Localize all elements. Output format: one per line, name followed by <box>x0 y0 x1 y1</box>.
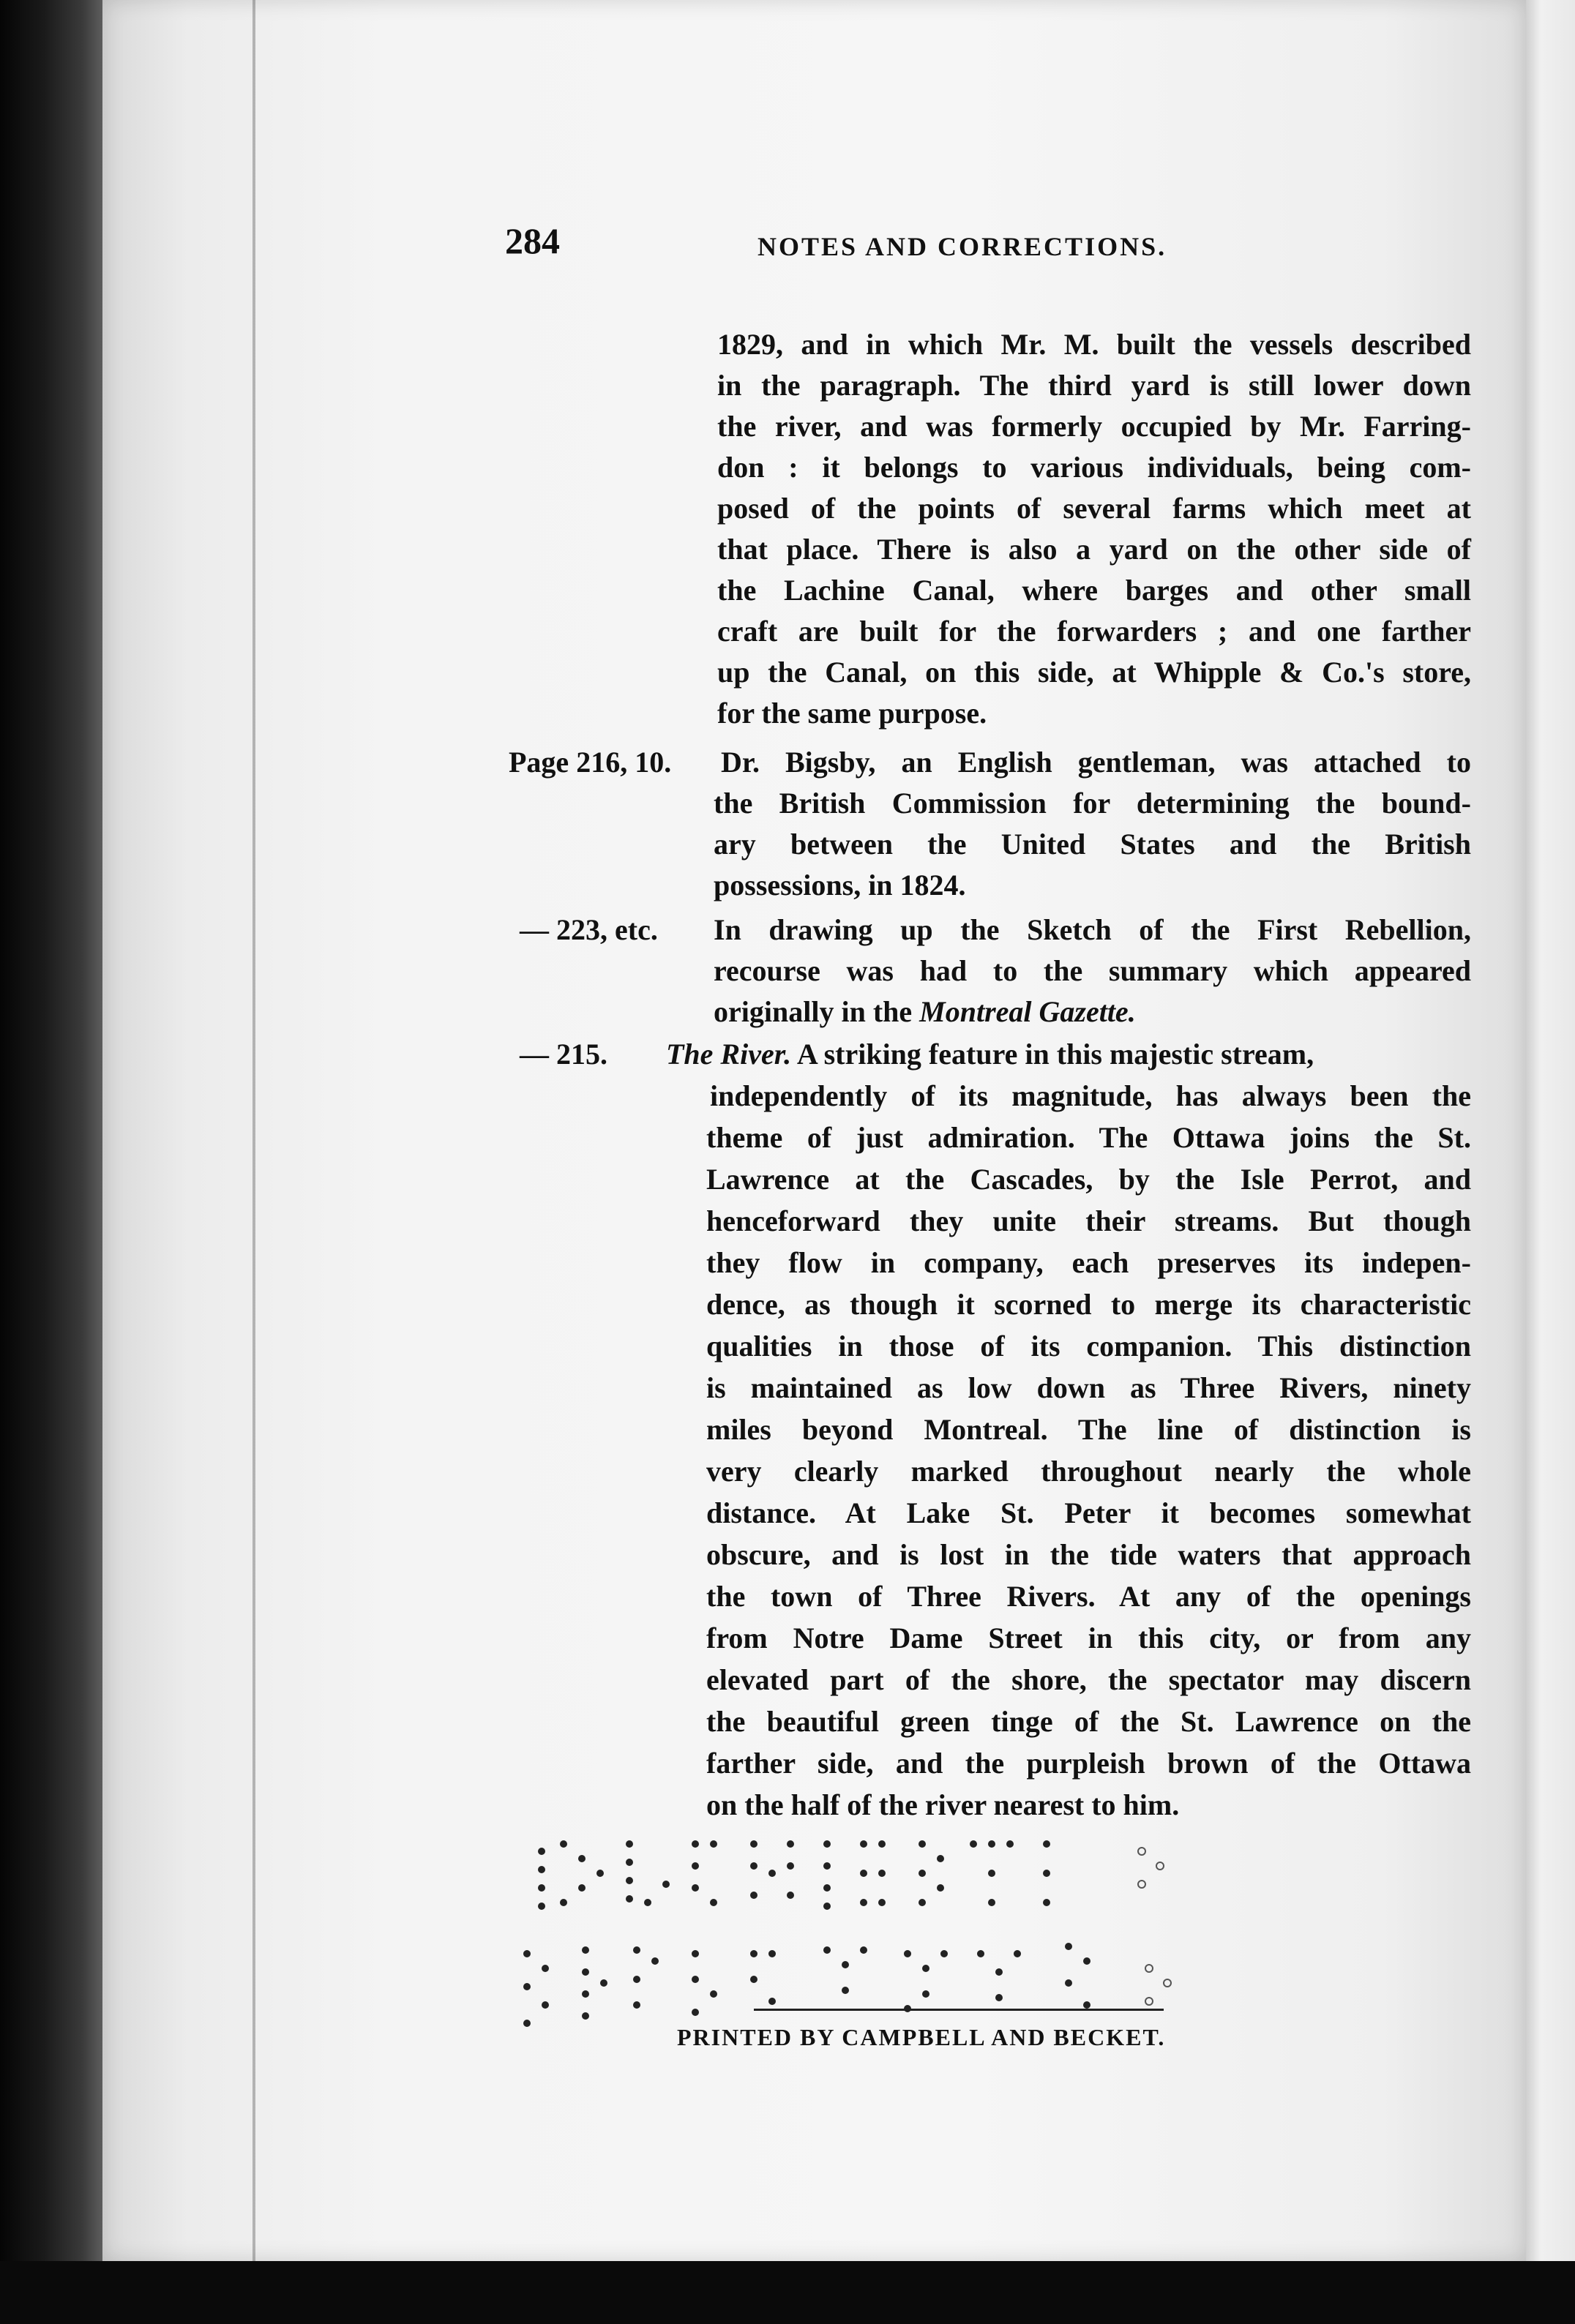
running-title: NOTES AND CORRECTIONS. <box>757 232 1167 261</box>
text-line: farther side, and the purpleish brown of the Ottawa <box>706 1747 1471 1780</box>
text-line: posed of the points of several farms which meet at <box>717 492 1471 525</box>
text-line: distance. At Lake St. Peter it becomes somewhat <box>706 1496 1471 1529</box>
page-fold-line <box>252 0 255 2261</box>
text-line: the beautiful green tinge of the St. Lawrence on the <box>706 1705 1471 1738</box>
text-line: the Lachine Canal, where barges and other small <box>717 574 1471 607</box>
text-line: recourse was had to the summary which appeared <box>714 954 1471 987</box>
text-line <box>666 1034 1314 1075</box>
text-line: qualities in those of its companion. This distinction <box>706 1330 1471 1362</box>
text-line: obscure, and is lost in the tide waters that approach <box>706 1538 1471 1571</box>
page-right-edge <box>1526 0 1575 2324</box>
note-reference-label: Page 216, 10. <box>509 746 672 779</box>
text-line <box>714 992 1136 1032</box>
text-line: theme of just admiration. The Ottawa joins the St. <box>706 1121 1471 1154</box>
text-line: henceforward they unite their streams. But though <box>706 1204 1471 1237</box>
italic-title: Montreal Gazette. <box>919 995 1136 1028</box>
text-line: for the same purpose. <box>717 697 987 730</box>
text-line: the town of Three Rivers. At any of the openings <box>706 1580 1471 1613</box>
text-run: originally in the <box>714 995 920 1028</box>
italic-title: The River. <box>666 1038 792 1071</box>
text-line: craft are built for the forwarders ; and one farther <box>717 615 1471 648</box>
text-line: miles beyond Montreal. The line of distinction is <box>706 1413 1471 1446</box>
scan-bottom-border <box>0 2261 1575 2324</box>
text-line: 1829, and in which Mr. M. built the vessels described <box>717 328 1471 361</box>
text-line: that place. There is also a yard on the other side of <box>717 533 1471 566</box>
note-reference-label: — 223, etc. <box>520 913 658 946</box>
text-line: is maintained as low down as Three Rivers, ninety <box>706 1371 1471 1404</box>
text-line: possessions, in 1824. <box>714 869 966 902</box>
text-line: on the half of the river nearest to him. <box>706 1788 1180 1821</box>
book-binding <box>0 0 110 2324</box>
page-header <box>505 220 1471 278</box>
text-line: dence, as though it scorned to merge its characteristic <box>706 1288 1471 1321</box>
imprint-rule <box>754 2009 1164 2011</box>
text-line: Dr. Bigsby, an English gentleman, was attached to <box>721 746 1471 779</box>
text-line: they flow in company, each preserves its indepen- <box>706 1246 1471 1279</box>
perforation-stamp <box>512 1815 1230 2056</box>
text-line: the river, and was formerly occupied by Mr. Farring- <box>717 410 1471 443</box>
text-line: from Notre Dame Street in this city, or from any <box>706 1622 1471 1654</box>
text-line: independently of its magnitude, has always been the <box>710 1079 1471 1112</box>
note-reference-label: — 215. <box>520 1038 607 1071</box>
text-line: up the Canal, on this side, at Whipple & Co.'s store, <box>717 656 1471 689</box>
text-line: Lawrence at the Cascades, by the Isle Perrot, and <box>706 1163 1471 1196</box>
text-line: don : it belongs to various individuals, being com- <box>717 451 1471 484</box>
text-line: the British Commission for determining the bound- <box>714 787 1471 820</box>
text-line: very clearly marked throughout nearly the whole <box>706 1455 1471 1488</box>
text-line: in the paragraph. The third yard is still lower down <box>717 369 1471 402</box>
page-number: 284 <box>505 220 560 261</box>
text-line: ary between the United States and the British <box>714 828 1471 861</box>
text-run: A striking feature in this majestic stream, <box>791 1038 1314 1071</box>
text-line: elevated part of the shore, the spectator may discern <box>706 1663 1471 1696</box>
printer-imprint: PRINTED BY CAMPBELL AND BECKET. <box>677 2024 1166 2050</box>
text-line: In drawing up the Sketch of the First Rebellion, <box>714 913 1471 946</box>
